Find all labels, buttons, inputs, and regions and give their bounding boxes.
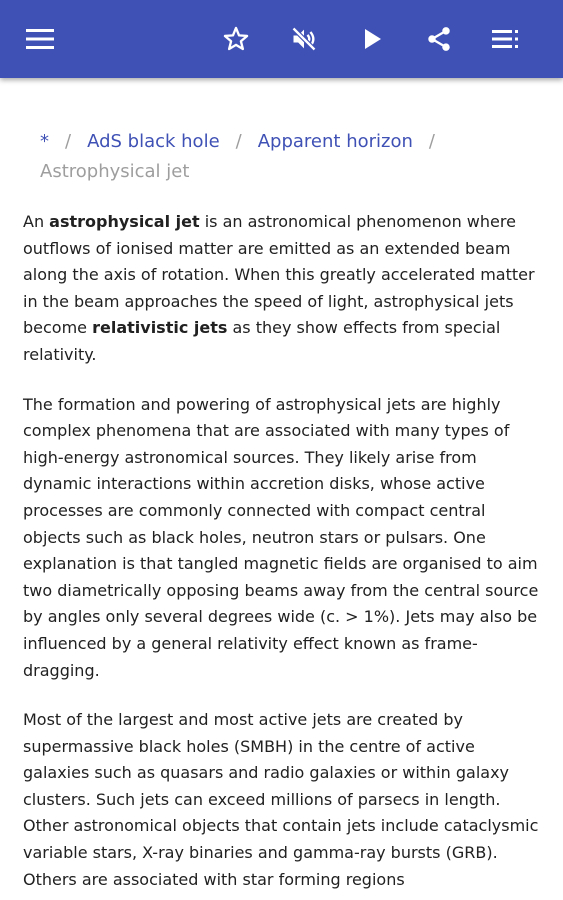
paragraph-text: An [23, 212, 50, 231]
article-content [0, 78, 563, 900]
bold-term-relativistic-jets: relativistic jets [92, 318, 228, 338]
mute-button[interactable] [276, 0, 332, 78]
paragraph-text: is an astronomical phenomenon where outflows of ionised matter are emitted as an extended beam along the axis of rotation. When this greatly accelerated matter in the beam approaches the speed of light, astrophysical jets become [23, 212, 535, 338]
bookmark-button[interactable] [208, 0, 264, 78]
article-paragraph-1 [23, 209, 545, 369]
paragraph-text: as they show effects from special relativity. [23, 318, 501, 364]
breadcrumb-separator: / [65, 131, 72, 152]
article-paragraph-3: Most of the largest and most active jets are created by supermassive black holes (SMBH) in the centre of active galaxies such as quasars and radio galaxies or within galaxy clusters. Such jets can exceed millions of parsecs in length. Other astronomical objects that contain jets include cataclysmic variable stars, X-ray binaries and gamma-ray bursts (GRB). Others are associated with star forming regions [23, 710, 539, 889]
breadcrumb [40, 127, 520, 187]
contents-button[interactable] [478, 0, 534, 78]
article-body [23, 209, 545, 900]
list-icon [492, 28, 520, 50]
app-bar [0, 0, 563, 78]
breadcrumb-link-ads-black-hole[interactable]: AdS black hole [87, 131, 220, 152]
play-button[interactable] [344, 0, 400, 78]
star-outline-icon [222, 25, 250, 53]
volume-off-icon [289, 25, 319, 53]
breadcrumb-link-apparent-horizon[interactable]: Apparent horizon [257, 131, 413, 152]
share-button[interactable] [411, 0, 467, 78]
share-icon [425, 25, 453, 53]
breadcrumb-current-page: Astrophysical jet [40, 161, 190, 182]
breadcrumb-home-link[interactable]: * [40, 131, 49, 152]
breadcrumb-separator: / [428, 131, 435, 152]
menu-icon [26, 28, 54, 50]
article-paragraph-2: The formation and powering of astrophysical jets are highly complex phenomena that are associated with many types of high-energy astronomical sources. They likely arise from dynamic interactions within accretion disks, whose active processes are commonly connected with compact central objects such as black holes, neutron stars or pulsars. One explanation is that tangled magnetic fields are organised to aim two diametrically opposing beams away from the central source by angles only several degrees wide (c. > 1%). Jets may also be influenced by a general relativity effect known as frame-dragging. [23, 394, 539, 680]
play-icon [361, 27, 383, 51]
breadcrumb-separator: / [235, 131, 242, 152]
menu-button[interactable] [12, 0, 68, 78]
bold-term-astrophysical-jet: astrophysical jet [49, 212, 200, 231]
